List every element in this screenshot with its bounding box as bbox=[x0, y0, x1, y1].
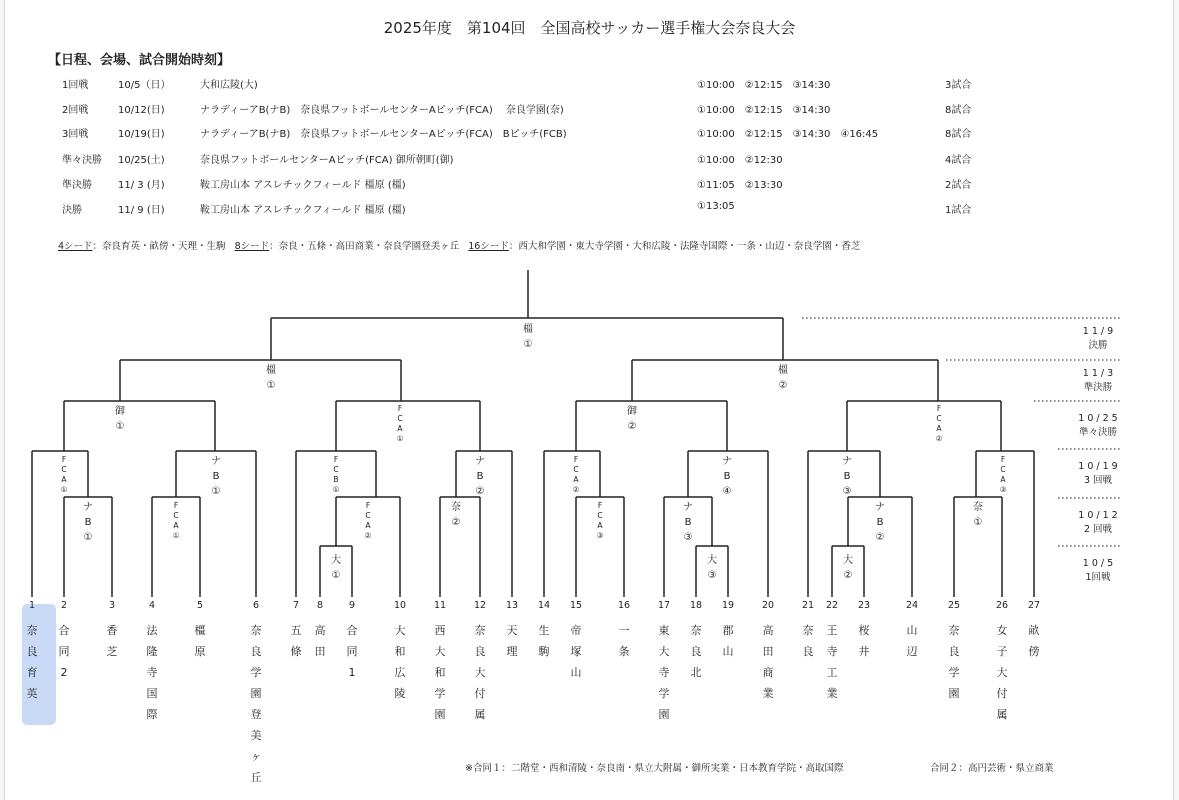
team-number: 3 bbox=[108, 600, 116, 611]
team-name[interactable]: 王 寺 工 業 bbox=[826, 624, 838, 700]
team-name[interactable]: 奈 良 学 園 登 美 ヶ 丘 bbox=[250, 624, 262, 784]
game-count: 1試合 bbox=[945, 205, 972, 216]
team-name[interactable]: 大 和 広 陵 bbox=[394, 624, 406, 700]
round-date: 11/ 9 (日) bbox=[118, 205, 165, 216]
team-number: 16 bbox=[617, 600, 631, 611]
team-number: 15 bbox=[569, 600, 583, 611]
game-count: 8試合 bbox=[945, 129, 972, 140]
match-label-qf3: 御 ② bbox=[627, 406, 637, 432]
team-name[interactable]: 生 駒 bbox=[538, 624, 550, 658]
semifinal-1-bracket bbox=[120, 360, 401, 401]
seed4-teams: ：奈良育英・畝傍・天理・生駒 bbox=[92, 241, 226, 252]
team-number: 11 bbox=[433, 600, 447, 611]
round-venue: 鞍工房山本 アスレチックフィールド 橿原 (橿) bbox=[200, 205, 406, 216]
team-name[interactable]: 桜 井 bbox=[858, 624, 870, 658]
quarterfinal-1-bracket bbox=[64, 401, 215, 451]
team-number: 6 bbox=[252, 600, 260, 611]
kickoff-times: ①10:00 ②12:15 ③14:30 bbox=[697, 105, 831, 116]
team-name[interactable]: 郡 山 bbox=[722, 624, 734, 658]
team-name[interactable]: 一 条 bbox=[618, 624, 630, 658]
round-venue: 奈良県フットボールセンターAピッチ(FCA) 御所朝町(御) bbox=[200, 155, 454, 166]
round-name: 決勝 bbox=[62, 205, 82, 216]
team-name[interactable]: 橿 原 bbox=[194, 624, 206, 658]
round-name: 2回戦 bbox=[62, 105, 89, 116]
team-name[interactable]: 香 芝 bbox=[106, 624, 118, 658]
team-number: 22 bbox=[825, 600, 839, 611]
match-label-r3: ナ B ① bbox=[211, 456, 221, 497]
document-title: 2025年度 第104回 全国高校サッカー選手権大会奈良大会 bbox=[383, 19, 796, 37]
match-label-qf2: F C A ① bbox=[396, 404, 404, 443]
match-label-r3: ナ B ③ bbox=[842, 456, 852, 497]
team-name[interactable]: 合 同 1 bbox=[346, 624, 358, 679]
match-label-r2: ナ B ② bbox=[875, 502, 885, 543]
team-name[interactable]: 法 隆 寺 国 際 bbox=[146, 624, 158, 721]
match-label-sf2: 橿 ② bbox=[778, 365, 788, 391]
round-label: 1 0 / 2 5 準々決勝 bbox=[1078, 413, 1118, 438]
round-venue: ナラディーアB(ナB) 奈良県フットボールセンターAピッチ(FCA) 奈良学園(奈) bbox=[200, 105, 564, 116]
team-name[interactable]: 女 子 大 付 属 bbox=[996, 624, 1008, 721]
round-date: 10/12(日) bbox=[118, 105, 165, 116]
kickoff-times: ①10:00 ②12:15 ③14:30 ④16:45 bbox=[697, 129, 879, 140]
match-label-qf4: F C A ② bbox=[935, 404, 943, 443]
match-label-r3: F C B ① bbox=[332, 455, 340, 494]
team-name[interactable]: 奈 良 育 英 bbox=[26, 624, 38, 700]
match-label-r1: 大 ① bbox=[331, 555, 341, 581]
round-label: 1 0 / 5 1回戦 bbox=[1082, 558, 1114, 583]
team-number: 27 bbox=[1027, 600, 1041, 611]
team-name[interactable]: 天 理 bbox=[506, 624, 518, 658]
team-number: 1 bbox=[28, 600, 36, 611]
round-label: 1 0 / 1 9 3 回戦 bbox=[1078, 461, 1118, 486]
match-label-qf1: 御 ① bbox=[115, 406, 125, 432]
team-name[interactable]: 高 田 bbox=[314, 624, 326, 658]
team-number: 19 bbox=[721, 600, 735, 611]
match-label-r2: F C A ① bbox=[172, 501, 180, 540]
quarterfinal-4-bracket bbox=[847, 401, 1001, 451]
team-name[interactable]: 奈 良 学 園 bbox=[948, 624, 960, 700]
team-number: 10 bbox=[393, 600, 407, 611]
team-number: 17 bbox=[657, 600, 671, 611]
team-number: 24 bbox=[905, 600, 919, 611]
match-label-r3: F C A ③ bbox=[999, 455, 1007, 494]
team-number: 20 bbox=[761, 600, 775, 611]
team-number: 13 bbox=[505, 600, 519, 611]
round-label: 1 1 / 3 準決勝 bbox=[1082, 368, 1114, 393]
round-label: 1 1 / 9 決勝 bbox=[1082, 326, 1114, 351]
match-label-r2: ナ B ③ bbox=[683, 502, 693, 543]
footnote-joint-team-1: ※合同１：二階堂・西和清陵・奈良南・県立大附属・御所実業・日本教育学院・高取国際 bbox=[465, 763, 844, 774]
team-number: 5 bbox=[196, 600, 204, 611]
round-venue: 大和広陵(大) bbox=[200, 80, 258, 91]
team-number: 4 bbox=[148, 600, 156, 611]
match-label-r3: ナ B ④ bbox=[722, 456, 732, 497]
match-label-r1: 大 ③ bbox=[707, 555, 717, 581]
team-name[interactable]: 高 田 商 業 bbox=[762, 624, 774, 700]
team-name[interactable]: 奈 良 大 付 属 bbox=[474, 624, 486, 721]
footnote-joint-team-2: 合同２：高円芸術・県立商業 bbox=[930, 763, 1054, 774]
seed16-label: 16シード bbox=[468, 241, 509, 252]
match-label-r3: F C A ② bbox=[572, 455, 580, 494]
round-date: 10/5（日） bbox=[118, 80, 171, 91]
team-name[interactable]: 東 大 寺 学 園 bbox=[658, 624, 670, 721]
team-number: 21 bbox=[801, 600, 815, 611]
match-label-r3: ナ B ② bbox=[475, 456, 485, 497]
game-count: 2試合 bbox=[945, 180, 972, 191]
kickoff-times: ①10:00 ②12:30 bbox=[697, 155, 783, 166]
seed8-teams: ：奈良・五條・高田商業・奈良学園登美ヶ丘 bbox=[269, 241, 460, 252]
team-number: 7 bbox=[292, 600, 300, 611]
team-name[interactable]: 帝 塚 山 bbox=[570, 624, 582, 679]
match-label-r2: 奈 ① bbox=[973, 502, 983, 528]
team-name[interactable]: 奈 良 bbox=[802, 624, 814, 658]
kickoff-times: ①13:05 bbox=[697, 201, 735, 212]
round-label: 1 0 / 1 2 2 回戦 bbox=[1078, 510, 1118, 535]
team-number: 25 bbox=[947, 600, 961, 611]
game-count: 3試合 bbox=[945, 80, 972, 91]
team-name[interactable]: 合 同 2 bbox=[58, 624, 70, 679]
seed8-label: 8シード bbox=[234, 241, 270, 252]
match-label-r3: F C A ① bbox=[60, 455, 68, 494]
match-label-final: 橿 ① bbox=[523, 324, 533, 350]
match-label-r2: 奈 ② bbox=[451, 502, 461, 528]
quarterfinal-3-bracket bbox=[576, 401, 727, 451]
match-label-r2: F C A ② bbox=[364, 501, 372, 540]
round-date: 11/ 3 (月) bbox=[118, 180, 165, 191]
team-name[interactable]: 畝 傍 bbox=[1028, 624, 1040, 658]
round-date: 10/19(日) bbox=[118, 129, 165, 140]
match-label-sf1: 橿 ① bbox=[266, 365, 276, 391]
team-number: 2 bbox=[60, 600, 68, 611]
quarterfinal-2-bracket bbox=[336, 401, 480, 451]
kickoff-times: ①10:00 ②12:15 ③14:30 bbox=[697, 80, 831, 91]
match-label-r2: F C A ③ bbox=[596, 501, 604, 540]
team-name[interactable]: 山 辺 bbox=[906, 624, 918, 658]
round-venue: 鞍工房山本 アスレチックフィールド 橿原 (橿) bbox=[200, 180, 406, 191]
match-label-r1: 大 ② bbox=[843, 555, 853, 581]
team-number: 9 bbox=[348, 600, 356, 611]
team-number: 14 bbox=[537, 600, 551, 611]
team-number: 23 bbox=[857, 600, 871, 611]
match-label-r2: ナ B ① bbox=[83, 502, 93, 543]
team-number: 8 bbox=[316, 600, 324, 611]
team-name[interactable]: 奈 良 北 bbox=[690, 624, 702, 679]
round-name: 準決勝 bbox=[62, 180, 92, 191]
team-number: 26 bbox=[995, 600, 1009, 611]
team-name[interactable]: 西 大 和 学 園 bbox=[434, 624, 446, 721]
kickoff-times: ①11:05 ②13:30 bbox=[697, 180, 783, 191]
seed16-teams: ：西大和学園・東大寺学園・大和広陵・法隆寺国際・一条・山辺・奈良学園・香芝 bbox=[508, 241, 861, 252]
seed4-label: 4シード bbox=[58, 241, 93, 252]
team-number: 12 bbox=[473, 600, 487, 611]
team-name[interactable]: 五 條 bbox=[290, 624, 302, 658]
team-number: 18 bbox=[689, 600, 703, 611]
game-count: 8試合 bbox=[945, 105, 972, 116]
round-name: 準々決勝 bbox=[62, 155, 102, 166]
round-date: 10/25(土) bbox=[118, 155, 165, 166]
round-name: 3回戦 bbox=[62, 129, 89, 140]
section-heading: 【日程、会場、試合開始時刻】 bbox=[48, 53, 231, 68]
game-count: 4試合 bbox=[945, 155, 972, 166]
round-venue: ナラディーアB(ナB) 奈良県フットボールセンターAピッチ(FCA) Bピッチ(FCB) bbox=[200, 129, 567, 140]
round-name: 1回戦 bbox=[62, 80, 89, 91]
